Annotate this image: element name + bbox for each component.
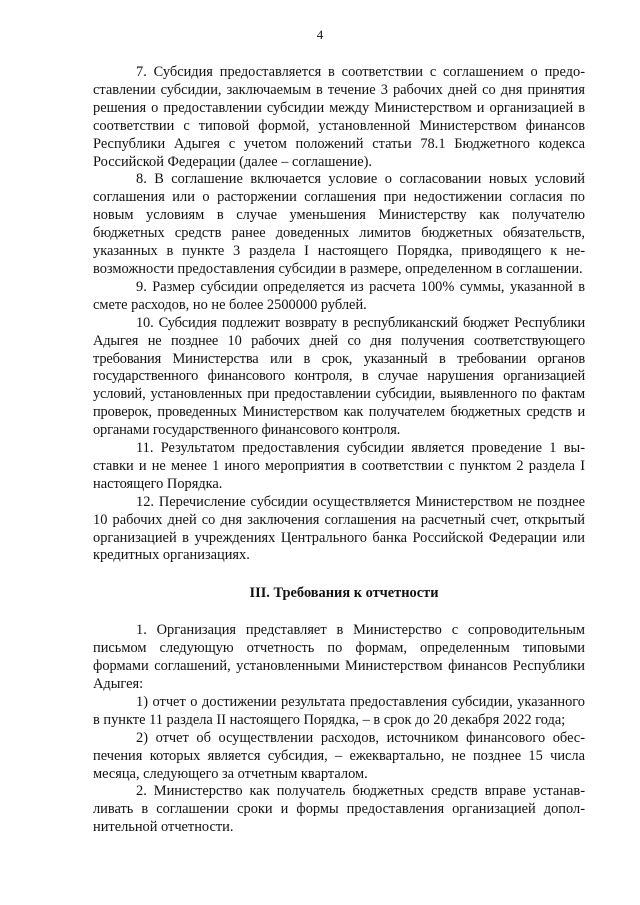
reporting-subitem-1: 1) отчет о достижении результата предоставления субсидии, указанного в пункте 11 раздела II настоящего Порядка, – в срок до 20 декабря 2022 года; (93, 693, 585, 728)
page-number: 4 (316, 27, 324, 42)
paragraph-10: 10. Субсидия подлежит возврату в республиканский бюджет Республики Адыгея не позднее 10 рабочих дней со дня получения соответствующего требования Министерства или в срок, указанный в требовании органов государственного финансового контроля, в случае нарушения организацией условий, установленных при предоставлении субсидии, выявленного по фактам проверок, проведенных Министерством как получателем бюджетных средств и органами государственного финансового контроля. (93, 314, 585, 439)
paragraph-7: 7. Субсидия предоставляется в соответствии с соглашением о предоставлении субсидии, заключаемым в течение 3 рабочих дней со дня принятия решения о предоставлении субсидии между Министерством и организацией в соответствии с типовой формой, установленной Министерством финансов Республики Адыгея с учетом положений статьи 78.1 Бюджетного кодекса Российской Федерации (далее – соглашение). (93, 64, 585, 170)
paragraph-8: 8. В соглашение включается условие о согласовании новых условий соглашения или о расторжении соглашения при недостижении согласия по новым условиям в случае уменьшения Министерству как получателю бюджетных средств ранее доведенных лимитов бюджетных обязательств, указанных в пункте 3 раздела I настоящего Порядка, приводящего к невозможности предоставления субсидии в размере, определенном в соглашении. (93, 171, 585, 277)
reporting-paragraph-2: 2. Министерство как получатель бюджетных средств вправе устанавливать в соглашении сроки и формы предоставления организацией дополнительной отчетности. (93, 783, 585, 836)
paragraph-12: 12. Перечисление субсидии осуществляется Министерством не позднее 10 рабочих дней со дня заключения соглашения на расчетный счет, открытый организацией в учреждениях Центрального банка Российской Федерации или кредитных организациях. (93, 493, 585, 564)
paragraph-9: 9. Размер субсидии определяется из расчета 100% суммы, указанной в смете расходов, но не более 2500000 рублей. (93, 278, 585, 313)
section-heading: III. Требования к отчетности (249, 585, 439, 602)
paragraph-11: 11. Результатом предоставления субсидии является проведение 1 выставки и не менее 1 иного мероприятия в соответствии с пунктом 2 раздела I настоящего Порядка. (93, 440, 585, 492)
document-body (93, 64, 585, 837)
reporting-paragraph-1: 1. Организация представляет в Министерство с сопроводительным письмом следующую отчетность по формам, определенным типовыми формами соглашений, установленными Министерством финансов Республики Адыгея: (93, 622, 585, 692)
reporting-subitem-2: 2) отчет об осуществлении расходов, источником финансового обеспечения которых является субсидия, – ежеквартально, не позднее 15 числа месяца, следующего за отчетным кварталом. (93, 729, 585, 782)
